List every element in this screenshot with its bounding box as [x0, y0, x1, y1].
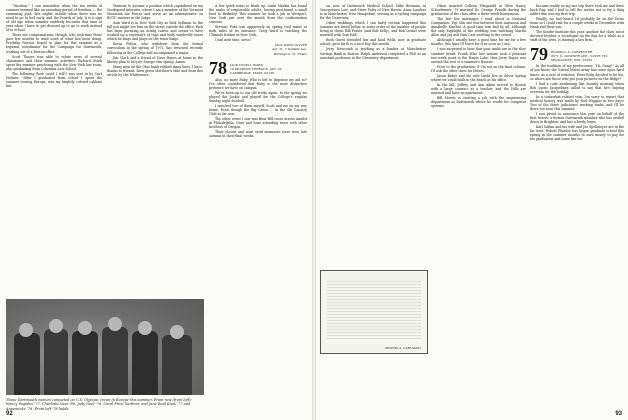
paragraph: Vermont to assume a position which capitalized on my Goodspeed interests, where I am a member of the Vermont Mountain Air Forces and serve as an administrator on ROTC matters in the lodge.: [107, 4, 203, 21]
right-page: [316, 0, 628, 420]
paragraph: "Vacation." I can remember when the ten weeks of summer seemed like an unending period of freedom — the swimming pool, late nights outside when there was no need to go to bed early, and the Fourth of July. It is a sign of old age when summer suddenly becomes that time of year when I have to get dressed up to go to work instead of to school.: [6, 4, 102, 33]
right-column-1: [320, 4, 426, 266]
paragraph: Stewart Pons was apparently on spring roof trains at both sides of its entrance. Greg Ward is teaching the Ultimate frisbee in New York.: [209, 25, 307, 38]
inset-document-text: [327, 279, 421, 339]
class-secretary-address: RUSSELL A. CARPENTER 2571 N. DOWNER AVE., SUITE 725 MILWAUKEE, WIS. 53202: [551, 50, 608, 62]
paragraph: I had a rude awakening last Sunday morning when Bob Lyons Jacquelines called to say that he's staying overseas for the holiday.: [530, 81, 624, 94]
paragraph: became reality as my one trip there took me and drew back Ray, and I had to tell the waiter not to fry a ding addict this was my first trip.: [530, 4, 624, 17]
paragraph: Many men on the Ohio bank rubbed many lines. I have, thanks to friends, been given Matthew's Mile and from this article by the Whittemore.: [107, 64, 203, 77]
paragraph: A few quick notes to finish up: Linda Markin has found the ranks of responsible adults, having purchased a small boat to Berkeley. This summer he took a job in Westport, New York just over the month from the confrontation cruisers.: [209, 4, 307, 25]
class-number: 78: [209, 57, 227, 78]
inset-signature: DENNIS A. CARLSSON: [385, 346, 421, 350]
paragraph: Jim Clark and a friend of Dave Hayes at home in the library plan to bicycle Europe this spring. Amen.: [107, 55, 203, 64]
paragraph: Until next time, news!: [215, 38, 251, 43]
class-heading: [209, 57, 307, 78]
right-column-3: [530, 4, 624, 412]
left-page: [0, 0, 312, 420]
paragraph: In a somewhat related vein, I'm sorry to report that medical history was made by Ned Wiggins in two days! Two of the three Judiciaries working ranks, and I'll be there too soon this summer.: [530, 94, 624, 111]
paragraph: Although I usually have a good time for me for a few months, this time I'll leave for it as soon as I can.: [431, 38, 526, 47]
paragraph: The following (how could I tell?) was sent in by Curt Holmes: "After I graduated from school I spent the summer touring Europe, was my brightly colored cabbaie hut.: [6, 71, 102, 88]
paragraph: Scott Thayer was able to relate news of several classmates and their summer activities. Richard Stark spent the summer practicing with the New York law team, also graduating from Columbia Law School.: [6, 54, 102, 71]
paragraph: Jerry Newcomb is working as a banker at Manchester Savings Bank in Boston. Ralph Anderson completed a PhD as an assistant professor at the Chemistry department.: [320, 47, 426, 60]
paragraph: In the tradition of my predecessor, "Hi, Gang!" As all of you know, the United States Army has come upon hard times. As a case of remorse, Peter Roby decided to be his, so where are those who put your pictures on the fridge?: [530, 64, 624, 81]
paragraph: We've been up to our old tricks again: In the spring we played the Jackie and played for the College's regular Sunday night football.: [209, 90, 307, 103]
right-column-2: [431, 4, 526, 412]
paragraph: I was surprised to hear that your ranks are in the slow summer break. Frank Wise last minute took a pleasant two-week jaunt to the Hayes Lake, then Jerry Hayes was around the rest of a summer's Bourne.: [431, 47, 526, 64]
paragraph: Finally, we had heard I'd probably be on the Swiss team so I could visit for a couple weeks in December with Hank and their son.: [530, 17, 624, 30]
class-secretary-address: JACK INGELL WARD 10 PEABODY TERRACE, APT. 22 CAMBRIDGE, MASS. 02138: [230, 63, 282, 75]
class-number: 79: [530, 44, 548, 65]
paragraph: Kevin Felton, who withdrew from the formal curriculum in the spring of 1971, has returned recently following at the College and accompanied a major.: [107, 42, 203, 55]
paragraph: Karl Saftan and his wife and Joe Spellmeyer are in the far west. Robert Plumley has begun graduate school this spring in the summer months to earn money to pay for his graduation and some fun too.: [530, 125, 624, 142]
rowing-team-photo: [6, 299, 204, 395]
paragraph: I was proud to announce this year on behalf of the first letters, a former Dartmouth member who has settled down in Brighton, and has a lovely home.: [530, 111, 624, 125]
document-inset-box: [320, 270, 428, 354]
paragraph: In the fall, Jeffrey and Ann Aiken moved to Boston with a large contract as a teacher, and the Hills are married and have an apartment.: [431, 82, 526, 95]
paragraph: Sam Ward is in New York City as Rick Sellman. In the fall you might see him on the street outside the office. Rick has been pursuing an acting career and seems to have worked up a repertoire of rags and truly vaudeville tunes which he sings and plays on the tenor banjo.: [107, 21, 203, 42]
left-column-1: [6, 4, 102, 294]
paragraph: on, now at Dartmouth Medical School; Mike Brennan, at Georgetown Law; and Steve Paley of New Haven. Anne Landers is in Manchester, New Hampshire, serving as a cycling campaign for the University.: [320, 4, 426, 21]
left-column-3: [209, 4, 307, 412]
paragraph: Olson married Colleen Fitzgerald in Olive Nancy Schoettemer '79 married Dr. George Prindle during the graduation of the class after a three-week honeymoon.: [431, 4, 526, 17]
paragraph: Their closest and most vivid memories were seen late autumn in their final weeks.: [209, 130, 307, 139]
left-column-2: [107, 4, 203, 294]
paragraph: Ruth Guest attended law and Kaid Wells, now in graduate school, gave birth to a nice boy this month.: [320, 38, 426, 47]
paragraph: Jason Baker and his wife Linda live in Silver Spring where we could walk to the beach at his office.: [431, 73, 526, 82]
paragraph: The other event I saw was Bear Hill races across Amidst in Philadelphia, Dave and Sons attending twice with other brothers of Oregon.: [209, 116, 307, 130]
paragraph: The last few marriages I read about in National Companion. Yep, this one was between Kent Aaronson and Annabelle Kinchel. A good time was had by all, although the only highlight of the wedding was watching Martin Allen and Jay and Pam Carr swirling in the crowd.: [431, 17, 526, 38]
page-number: 93: [615, 411, 622, 417]
paragraph: The Kinder Institute this year: another the class' most devoted brother, a sociologist on the Bay for a while as a staff of the Ivies, is starting a law firm.: [530, 30, 624, 43]
paragraph: Other weddings which I can fairly certain happened this summer are listed below, in some order of the number of people living in them: Bill Fraser (and Rob Kelly), and Rob Leskel were married with Tom Hall.: [320, 21, 426, 38]
paragraph: Prior to the graduation, if I'm not on the final column, I'll ask the other class for letters.: [431, 64, 526, 73]
paragraph: Bill Morris is starting a job with the engineering department at Dartmouth where he works for computer systems.: [431, 95, 526, 109]
paragraph: I watched two of them myself, Scott and me on my way home. Even though the Big Green ... in the Ski Country Club so far won.: [209, 103, 307, 116]
paragraph: There are compensations, though, who took time these past few months to send word of what has been doing. Fredrika Pierson hoped to plan for this summer as a regional coordinator for the Campaign for Dartmouth, working out of a Boston office.: [6, 33, 102, 54]
photo-caption: These Dartmouth women competed on U.S. Olympic crews in Europe this summer. From row (from left): Nancy Vagedes '77, Charlotte Geer '80, Judy Geer '76, Carol Price Gardner, and Jane Reid Knox '77 and Annemieke '78. From left '78 holds.: [6, 398, 192, 411]
class-heading: [530, 44, 624, 65]
page-number: 92: [6, 411, 13, 417]
class-signoff: JACK DAVID OLIVER Apt. 31, 7 Summit Ave. Burlington, Vt. 05401: [271, 43, 307, 56]
paragraph: Also, no more Ruby. Who is left to dispense my aid so? I've often considered that Ruby is the most distinctive presence we have on campus.: [209, 77, 307, 90]
